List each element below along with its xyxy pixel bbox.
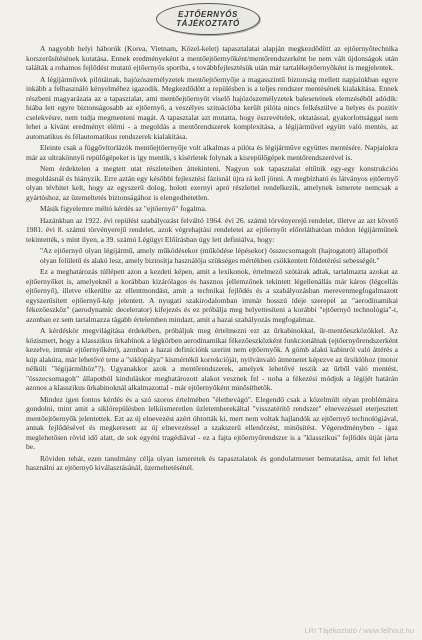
paragraph: Ez a meghatározás túllépett azon a kezdeti képen, amit a lexikonok, értelmező szótárak adtak, tartalmazta azokat az ejtőernyőket is, amelyeknél a korábban kizárólagos és hasznos jellemzőnek tekintett légellenállás már káros (légcellás ejtőernyő), illetve elkerülte az ellentmondást, amit a technikai fejlődés és a szabályozásban merevenmegfogalmazott egyszerűsített ejtőernyő-kép jelentett. A nyugati szakirodalomban immár hosszú ideje szerepel az "aerodinamikai fékezőeszköz" (aerodynamic decelerator) kifejezés és ez próbálja meg helyettesíteni a korábbi "ejtőernyő technológia"-t, azonban ez sem tartalmazza tágabb értelemben mindazt, amit a hazai szabályozás megfogalmaz. [26, 267, 398, 324]
definition-quote: "Az ejtőernyő olyan légijármű, amely működésekor (működése lépésekor) összecsomagolt (hajtogatott) állapotból olyan felületű és alakú lesz, amely biztosítja használója szükséges mértékben csökkentett földetérési sebességét." [40, 246, 388, 265]
header-badge [156, 3, 260, 35]
paragraph: Eleinte csak a függővitorlázók mentőejtőernyője volt alkalmas a pilóta és légijárműve együttes mentésére. Napjainkra már az ultrakönnyű repülőgépeket is így mentik, s kísérletek folynak a kisrepülőgépek mentőrendszerével is. [26, 143, 398, 162]
paragraph: A nagyobb helyi háborúk (Korea, Vietnam, Közel-kelet) tapasztalatai alapján megkezdődött az ejtőernyőtechnika korszerűsítésének kutatása. Ennek eredményeként a mentőejtőernyőként/mentőrendszerként be nem vált újdonságok után találták a rohamos fejlődést mutató ejtőernyős sportba, s továbbfejlesztésük után már tartalékejtőernyőként is megjelentek. [26, 44, 398, 72]
paragraph: A kérdéskör megvilágítása érdekében, próbáljuk meg értelmezni ezt az űrkabinokkal, űr-mentőeszközökkel. Az közismert, hogy a klasszikus űrkabinok a légkörben aerodinamikai fékezőeszközként funkcionálnak (ejtőernyőrendszerként kezelve, immár ejtőernyőként), azonban a hazai definíciónk szerint nem ejtőernyők. A gömb alakú kabinról való áttérés a kúp alakúra, már lehetővé tette a "siklópálya" kísmértékű korrekcióját, nyilvánvaló átmenetet képezve az űrsiklóhoz (motor nélküli "légijárműhöz"?). Ugyanakkor azok a mentőrendszerek, amelyek lehetővé teszik az űrből való mentést, "összecsomagolt" állapotból kinduláskor meghatározott alakot vesznek fel - noha a fékezési módjuk a légijét határán azonos a klasszikus űrkabinoknál alkalmazottal - már ejtőernyőként minősíthetők. [26, 326, 398, 392]
header-line-2: TÁJÉKOZTATÓ [176, 19, 240, 28]
paragraph: Másik figyelemre méltó kérdés az "ejtőernyő" fogalma. [40, 204, 207, 213]
header-line-1: EJTŐERNYŐS [178, 10, 238, 19]
paragraph: A légijárművek pilótáinak, hajózószemélyzetek mentőejtőernyője a magasszintű biztonság mellett napjainkban egyre inkább a felhasználó kényelméhez igazodik. Megkezdődött a repülésben is a teljes rendszer mentésének kialakítása. Ennek részbeni magyarázata az a tapasztalat, ami mentőejtőernyőt viselő hajózószemélyzetek baleseteinek elemzéséből adódik: hiába lett egyre biztonságosabb az ejtőernyő, a veszélyes szituációba került pilóta nincs felkészülve a helyes és pozitív cselekvésre, nem tudja megmenteni magát. A tapasztalat azt mutatta, hogy észrevételek, oktatással, gyakorlottsággal nem lehet a kívánt eredményt elérni - a megoldás a mentőrendszerek komplexitása, a légijárművel együtt való mentés, az automatikus és félautomatikus rendszerek kialakítása. [26, 74, 398, 141]
paragraph: Röviden tehát, ezen tanulmány célja olyan ismeretek és tapasztalatok és gondolatmenet bemutatása, amit fel lehet használni az ejtőernyő kiválasztásánál, üzemeltetésénél. [26, 453, 398, 472]
paragraph: Mindez igen fontos kérdés és a szó szoros értelmében "életbevágó". Elegendő csak a közelmúlt olyan problémáira gondolni, mint amit a siklórepülésben lelkiismeretlen üzletemberekáltal "visszatérítő rendszer" elnevezéssel eterjesztett mentőejtőernyők jelentettek. Ezt az új elnevezést azért óhtották ki, mert nem voltak hajlandók az ejtőernyő technológiával, annak fejlődésével és megkeresett az új elnevezéssel a szakszerű ellenőrzést, minősítést. Végeredményben - igaz meglehetősen rövid idő alatt, de sok egyéni tragédiával - ez a fajta ejtőernyőrendszer is a "klasszikus" fejlődés útját járta be. [26, 394, 398, 451]
paragraph: Nem érdektelen a megtett utat részleteiben áttekinteni. Nagyon sok tapasztalat eltűnik egy-egy konstrukciós megoldásnál és hiányzik. Erre aztán egy későbbi fejlesztési fázisnál újra rá kell jönni. A megbízható és látványos ejtőernyő olyan tévhitet kelt, hogy az egyszerű dolog, holott ezernyi apró részlettel rendelkezik, amelynek ismerete nemcsak a gyártóshoz, az üzemeltetés biztonságához is elengedhetetlen. [26, 164, 398, 202]
paragraph: Hazánkban az 1922. évi repülési szabályozást felváltó 1964. évi 26. számú törvényerejű rendelet, illetve az azt követő 1981. évi 8. számú törvényerejű rendelet, azok végrehajtási rendeletei az ejtőernyőt előreláthatóan módon légijárműnek tekintették, s mint ilyen, a 39. számú Légügyi Előírásban úgy lett definiálva, hogy: [26, 215, 398, 244]
page-footer: LRI Tájékoztató / www.felhout.hu [304, 626, 414, 635]
article-body [26, 44, 398, 475]
